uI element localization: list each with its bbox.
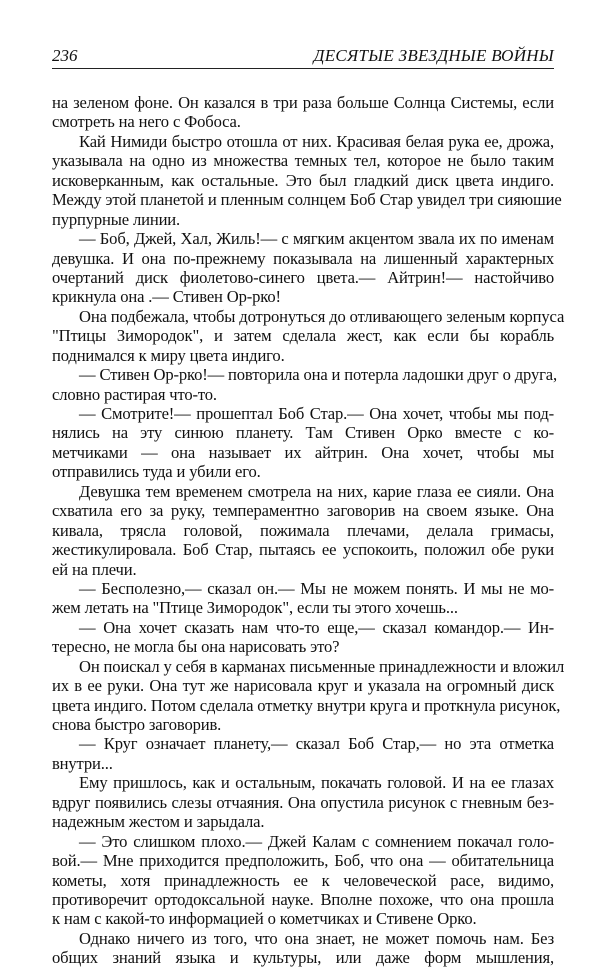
text-line: — Смотрите!— прошептал Боб Стар.— Она хочет, чтобы мы под- [79, 404, 554, 423]
text-line: кивала, трясла головой, пожимала плечами, делала гримасы, [52, 520, 554, 540]
text-line: — Бесполезно,— сказал он.— Мы не можем понять. И мы не мо- [79, 578, 554, 598]
paragraph [52, 306, 565, 365]
text-line: — Круг означает планету,— сказал Боб Стар,— но эта отметка [79, 734, 554, 754]
text-line: указывала на одно из множества темных тел, которое не было таким [52, 151, 554, 171]
text-line: тересно, не могла бы она нарисовать это? [52, 637, 340, 657]
text-line: их в ее руки. Она тут же нарисовала круг и указала на огромный диск [52, 676, 554, 696]
text-line: — Она хочет сказать нам что-то еще,— сказал командор.— Ин- [79, 617, 554, 637]
text-line: исковерканным, как остальные. Это был гладкий диск цвета индиго. [52, 170, 554, 190]
paragraph [52, 579, 554, 618]
paragraph [52, 482, 554, 579]
text-line: отправились туда и убили его. [52, 462, 261, 482]
text-line: внутри... [52, 753, 113, 773]
text-line: метчиками — она называет их айтрин. Она хочет, чтобы мы [52, 442, 554, 462]
text-line: схватила его за руку, темпераментно заговорив на своем языке. Она [52, 501, 554, 521]
text-line: нялись на эту синюю планету. Там Стивен Орко вместе с ко- [52, 423, 554, 443]
text-line: Ему пришлось, как и остальным, покачать головой. И на ее глазах [79, 773, 554, 793]
text-line: — Стивен Ор-рко!— повторила она и потерла ладошки друг о друга, [79, 365, 557, 385]
text-line: девушка. И она по-прежнему показывала на лишенный характерных [52, 248, 554, 268]
text-line: очертаний диск фиолетово-синего цвета.— Айтрин!— настойчиво [52, 267, 554, 287]
paragraph [52, 832, 554, 929]
running-title: ДЕСЯТЫЕ ЗВЕЗДНЫЕ ВОЙНЫ [313, 46, 554, 65]
text-line: вой.— Мне приходится предположить, Боб, что она — обитательница [52, 851, 554, 871]
paragraph [52, 93, 554, 132]
text-line: надежным жестом и зарыдала. [52, 812, 265, 832]
text-line: Между этой планетой и пленным солнцем Боб Стар увидел три сияюшие [52, 190, 562, 210]
paragraph [52, 734, 554, 773]
text-line: Она подбежала, чтобы дотронуться до отливающего зеленым корпуса [79, 306, 565, 326]
text-line: жем летать на "Птице Зимородок", если ты этого хочешь... [52, 598, 458, 618]
paragraph [52, 365, 557, 404]
text-line: противоречит ортодоксальной науке. Вполне похоже, что она прошла [52, 889, 554, 909]
text-line: — Это слишком плохо.— Джей Калам с сомнением покачал голо- [79, 831, 554, 851]
paragraph [52, 404, 554, 482]
text-line: — Боб, Джей, Хал, Жиль!— с мягким акцентом звала их по именам [79, 229, 554, 249]
paragraph [52, 773, 554, 831]
text-line: на зеленом фоне. Он казался в три раза больше Солнца Системы, если [52, 93, 554, 112]
text-line: крикнула она .— Стивен Ор-рко! [52, 287, 281, 307]
text-line: Девушка тем временем смотрела на них, карие глаза ее сияли. Она [79, 481, 554, 501]
text-line: общих знаний языка и культуры, или даже форм мышления, [52, 948, 554, 968]
text-line: Кай Нимиди быстро отошла от них. Красивая белая рука ее, дрожа, [79, 131, 554, 151]
paragraph [52, 131, 562, 229]
running-header [52, 44, 554, 69]
text-line: жестикулировала. Боб Стар, пытаясь ее успокоить, положил обе руки [52, 540, 554, 560]
text-line: к нам с какой-то информацией о кометчиках и Стивене Орко. [52, 909, 477, 929]
text-line: словно растирая что-то. [52, 384, 217, 404]
text-line: смотреть на него с Фобоса. [52, 112, 241, 132]
text-line: ей на плечи. [52, 559, 137, 579]
text-line: Он поискал у себя в карманах письменные принадлежности и вложил [79, 656, 565, 676]
paragraph [52, 618, 554, 657]
paragraph [52, 229, 554, 307]
paragraph [52, 929, 554, 968]
text-line: "Птицы Зимородок", и затем сделала жест, как если бы корабль [52, 326, 554, 346]
text-line: вдруг появились слезы отчаяния. Она опустила рисунок с гневным без- [52, 792, 554, 812]
text-line: цвета индиго. Потом сделала отметку внутри круга и проткнула рисунок, [52, 695, 561, 715]
text-line: пурпурные линии. [52, 209, 181, 229]
text-line: поднимался к миру цвета индиго. [52, 345, 285, 365]
text-line: снова быстро заговорив. [52, 715, 222, 734]
page-number: 236 [52, 46, 78, 65]
paragraph [52, 656, 565, 735]
text-line: кометы, хотя принадлежность ее к человеческой расе, видимо, [52, 870, 554, 890]
body-text [52, 93, 565, 968]
text-line: Однако ничего из того, что она знает, не может помочь нам. Без [79, 928, 554, 948]
